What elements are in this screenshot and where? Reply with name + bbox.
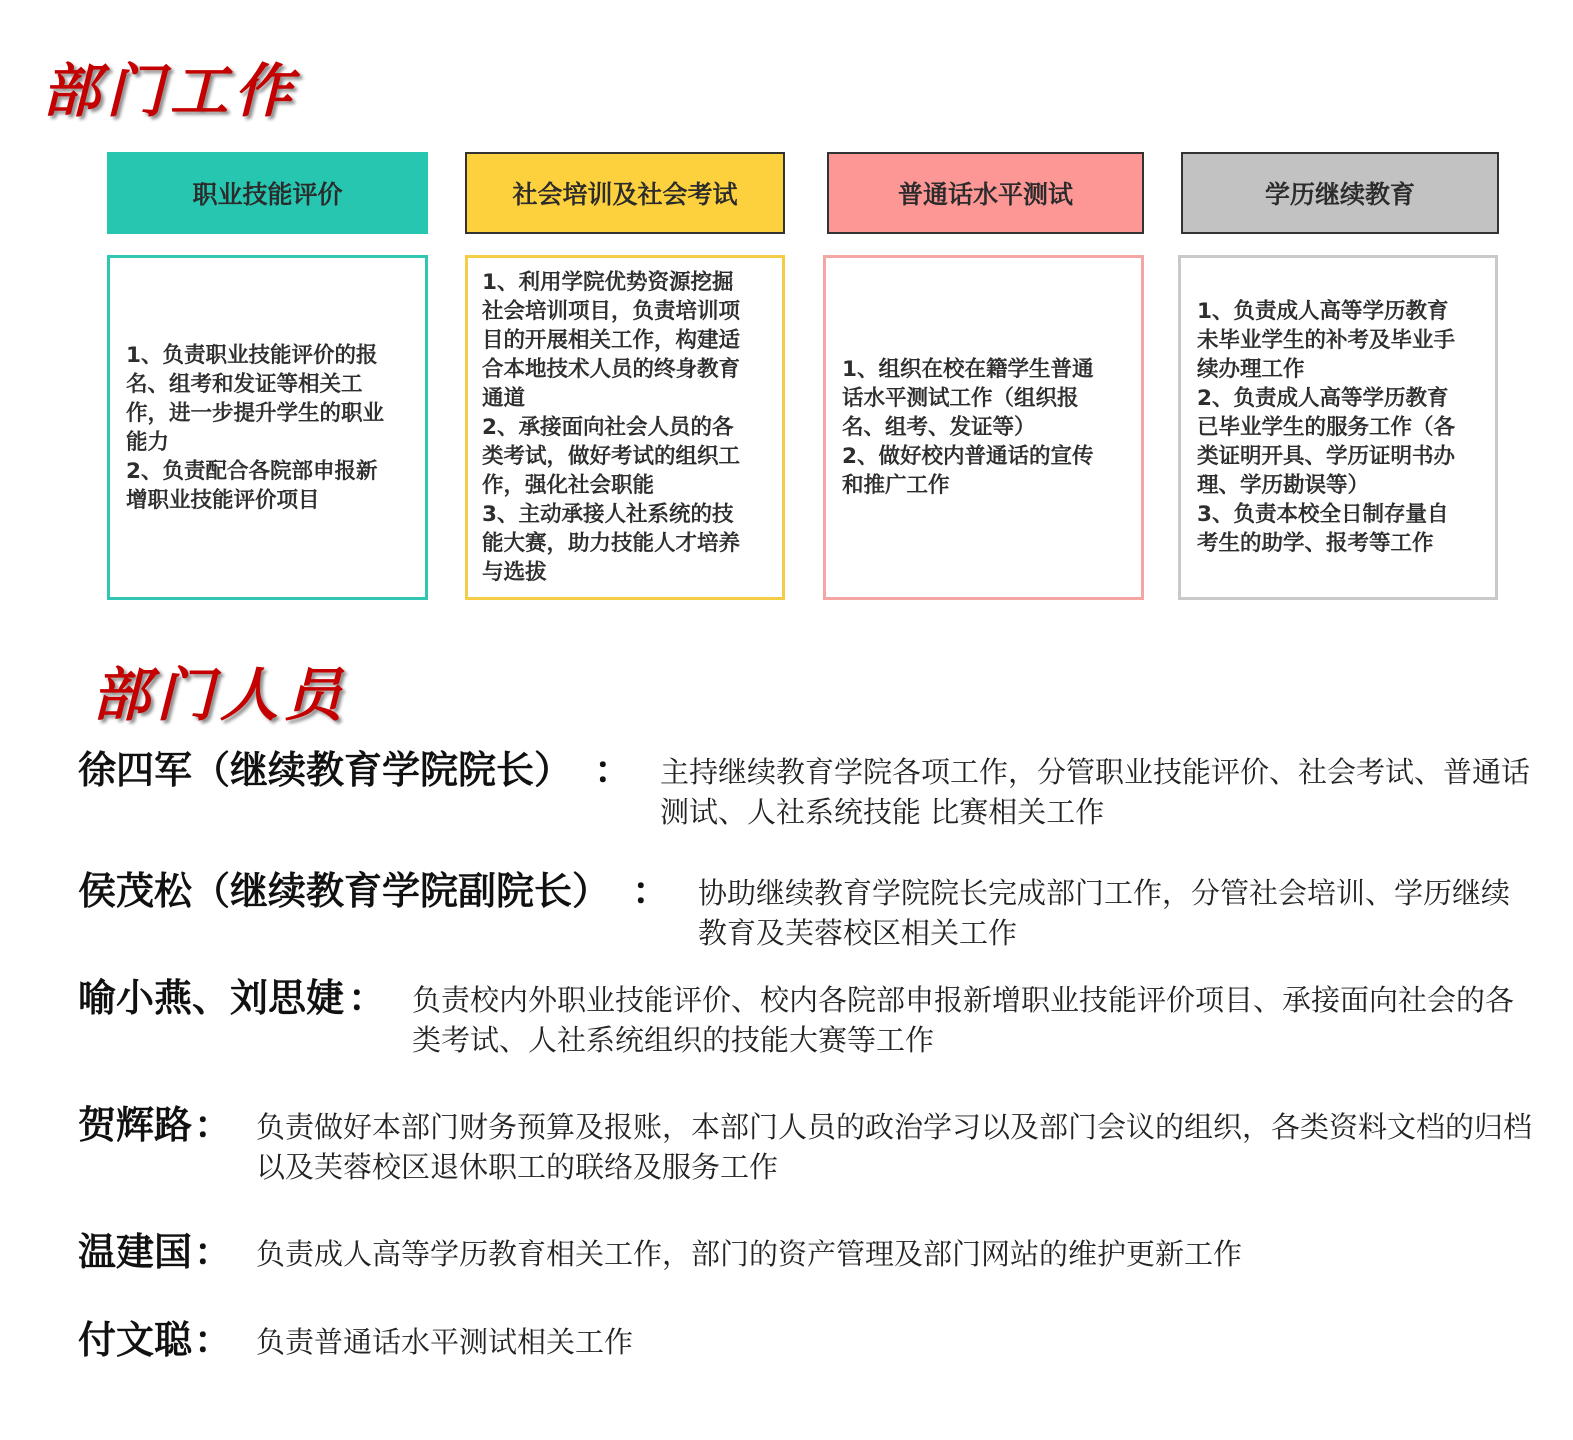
- staff-entry: [78, 748, 1533, 832]
- staff-duties: 负责成人高等学历教育相关工作，部门的资产管理及部门网站的维护更新工作: [256, 1237, 1243, 1271]
- column-header-social-training: 社会培训及社会考试: [465, 152, 785, 234]
- staff-name: 付文聪: [78, 1318, 193, 1362]
- staff-name: 贺辉路: [78, 1103, 193, 1147]
- staff-colon: ：: [632, 869, 671, 913]
- column-body-text: 1、负责职业技能评价的报 名、组考和发证等相关工 作，进一步提升学生的职业 能力 2、负责配合各院部申报新 增职业技能评价项目: [126, 342, 385, 513]
- staff-duties: 主持继续教育学院各项工作，分管职业技能评价、社会考试、普通话测试、人社系统技能 比赛相关工作: [660, 755, 1531, 829]
- staff-colon: ：: [194, 1230, 233, 1274]
- staff-colon: ：: [594, 748, 633, 792]
- staff-name: 侯茂松（继续教育学院副院长）: [78, 869, 611, 913]
- section-title-department-work: 部门工作: [42, 57, 299, 125]
- staff-colon: ：: [194, 1103, 233, 1147]
- staff-name: 喻小燕、刘思婕: [78, 976, 345, 1020]
- column-body-continuing-education: [1178, 255, 1498, 600]
- staff-duties: 负责校内外职业技能评价、校内各院部申报新增职业技能评价项目、承接面向社会的各类考试、人社系统组织的技能大赛等工作: [412, 983, 1515, 1057]
- column-header-continuing-education: 学历继续教育: [1181, 152, 1499, 234]
- staff-entry: [78, 869, 1533, 953]
- staff-entry: [78, 976, 1533, 1060]
- staff-entry: [78, 1230, 1533, 1274]
- column-body-mandarin-test: [823, 255, 1144, 600]
- column-body-social-training: [465, 255, 785, 600]
- staff-entry: [78, 1103, 1533, 1187]
- column-body-text: 1、利用学院优势资源挖掘 社会培训项目，负责培训项 目的开展相关工作，构建适 合本地技术人员的终身教育 通道 2、承接面向社会人员的各 类考试，做好考试的组织工 作，强化社会职能 3、主动承接人社系统的技 能大赛，助力技能人才培养 与选拔: [482, 270, 741, 585]
- staff-name: 徐四军（继续教育学院院长）: [78, 748, 573, 792]
- column-body-vocational-skills: [107, 255, 428, 600]
- staff-colon: ：: [194, 1318, 233, 1362]
- column-header-mandarin-test: 普通话水平测试: [827, 152, 1144, 234]
- staff-entry: [78, 1318, 1533, 1362]
- staff-duties: 协助继续教育学院院长完成部门工作，分管社会培训、学历继续教育及芙蓉校区相关工作: [698, 876, 1511, 950]
- staff-duties: 负责普通话水平测试相关工作: [256, 1325, 634, 1359]
- staff-duties: 负责做好本部门财务预算及报账，本部门人员的政治学习以及部门会议的组织，各类资料文档的归档以及芙蓉校区退休职工的联络及服务工作: [256, 1110, 1533, 1184]
- staff-colon: ：: [348, 976, 387, 1020]
- column-body-text: 1、负责成人高等学历教育 未毕业学生的补考及毕业手 续办理工作 2、负责成人高等学历教育 已毕业学生的服务工作（各 类证明开具、学历证明书办 理、学历勘误等） 3、负责本校全日制存量自 考生的助学、报考等工作: [1197, 299, 1456, 556]
- staff-name: 温建国: [78, 1230, 193, 1274]
- section-title-department-staff: 部门人员: [92, 661, 349, 729]
- column-header-vocational-skills: 职业技能评价: [107, 152, 428, 234]
- column-body-text: 1、组织在校在籍学生普通 话水平测试工作（组织报 名、组考、发证等） 2、做好校内普通话的宣传 和推广工作: [842, 357, 1094, 498]
